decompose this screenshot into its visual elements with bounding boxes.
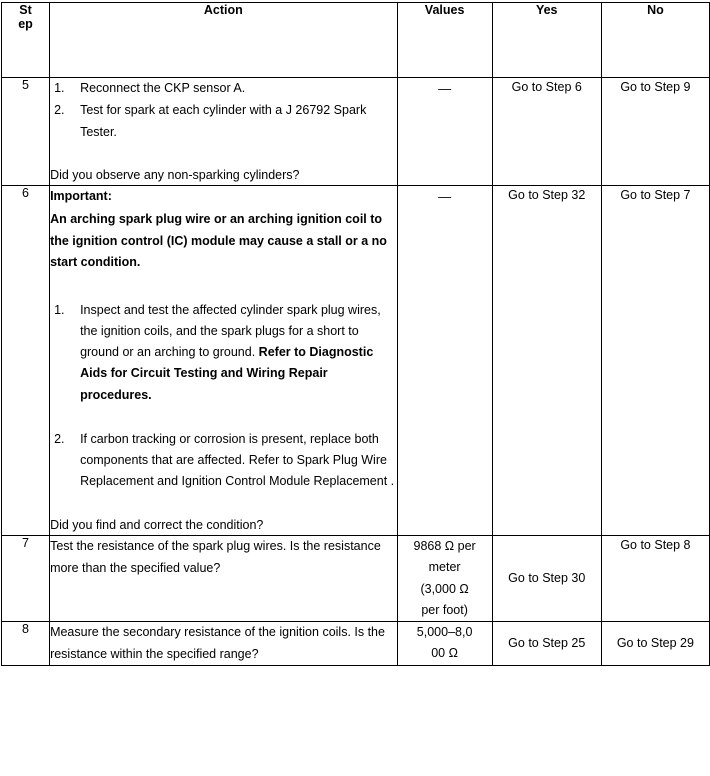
values-line: per foot) — [421, 602, 468, 617]
list-item-text: Reconnect the CKP sensor A. — [80, 81, 246, 95]
diagnostic-steps-table — [1, 2, 710, 666]
column-header-no: No — [601, 3, 709, 78]
diagnostic-table-page — [0, 2, 710, 776]
yes-cell: Go to Step 6 — [492, 78, 601, 186]
column-header-step-line2: ep — [18, 17, 33, 32]
list-marker: 2. — [54, 103, 65, 118]
list-item — [50, 78, 396, 99]
spacer — [50, 407, 396, 429]
values-text: — — [438, 81, 452, 96]
table-row — [2, 186, 710, 536]
important-text: An arching spark plug wire or an arching ignition coil to the ignition control (IC) module may cause a stall or a no start condition. — [50, 212, 387, 269]
values-line: 00 Ω — [431, 646, 458, 661]
values-cell — [397, 622, 492, 666]
values-line: meter — [428, 560, 461, 575]
yes-cell: Go to Step 32 — [492, 186, 601, 536]
step-number: 5 — [2, 78, 50, 186]
values-cell — [397, 78, 492, 186]
action-cell — [50, 622, 397, 666]
no-cell: Go to Step 29 — [601, 622, 709, 666]
step-number: 7 — [2, 536, 50, 622]
values-line: 5,000–8,0 — [416, 625, 473, 640]
action-paragraph: Measure the secondary resistance of the ignition coils. Is the resistance within the specified range? — [50, 625, 385, 661]
list-marker: 1. — [54, 302, 65, 317]
action-cell — [50, 536, 397, 622]
list-item — [50, 429, 396, 493]
column-header-yes: Yes — [492, 3, 601, 78]
no-cell: Go to Step 9 — [601, 78, 709, 186]
action-cell — [50, 186, 397, 536]
action-cell — [50, 78, 397, 186]
values-cell — [397, 536, 492, 622]
list-item-text: If carbon tracking or corrosion is present, replace both components that are affected. Refer to Spark Plug Wire Replacement and Ignition Control Module Replacement . — [80, 431, 395, 489]
column-header-step-line1: St — [19, 3, 32, 17]
action-question: Did you observe any non-sparking cylinders? — [50, 167, 300, 182]
action-paragraph: Test the resistance of the spark plug wires. Is the resistance more than the specified value? — [50, 539, 381, 575]
step-number: 8 — [2, 622, 50, 666]
action-list — [50, 429, 396, 493]
list-item-text: Test for spark at each cylinder with a J 26792 Spark Tester. — [80, 103, 367, 139]
values-line: (3,000 Ω — [420, 581, 469, 596]
table-row — [2, 536, 710, 622]
table-header-row — [2, 3, 710, 78]
table-header — [2, 3, 710, 78]
list-marker: 1. — [54, 81, 65, 95]
values-cell — [397, 186, 492, 536]
yes-cell: Go to Step 30 — [492, 536, 601, 622]
values-line: 9868 Ω per — [413, 539, 476, 554]
list-item — [50, 100, 396, 143]
no-cell: Go to Step 7 — [601, 186, 709, 536]
action-list — [50, 78, 396, 143]
important-label: Important: — [50, 189, 112, 204]
table-row — [2, 622, 710, 666]
table-row — [2, 78, 710, 186]
list-item — [50, 300, 396, 406]
column-header-action: Action — [50, 3, 397, 78]
list-item-text: Inspect and test the affected cylinder spark plug wires, the ignition coils, and the spark plugs for a short to ground or an arching to ground. — [80, 302, 381, 359]
action-list — [50, 300, 396, 406]
list-marker: 2. — [54, 431, 65, 446]
table-body — [2, 78, 710, 666]
yes-cell: Go to Step 25 — [492, 622, 601, 666]
no-cell: Go to Step 8 — [601, 536, 709, 622]
list-item-bold-tail: Refer to Diagnostic Aids for Circuit Testing and Wiring Repair procedures. — [80, 345, 374, 402]
column-header-values: Values — [397, 3, 492, 78]
action-question: Did you find and correct the condition? — [50, 517, 264, 532]
values-text: — — [438, 189, 452, 205]
step-number: 6 — [2, 186, 50, 536]
column-header-step — [2, 3, 50, 78]
